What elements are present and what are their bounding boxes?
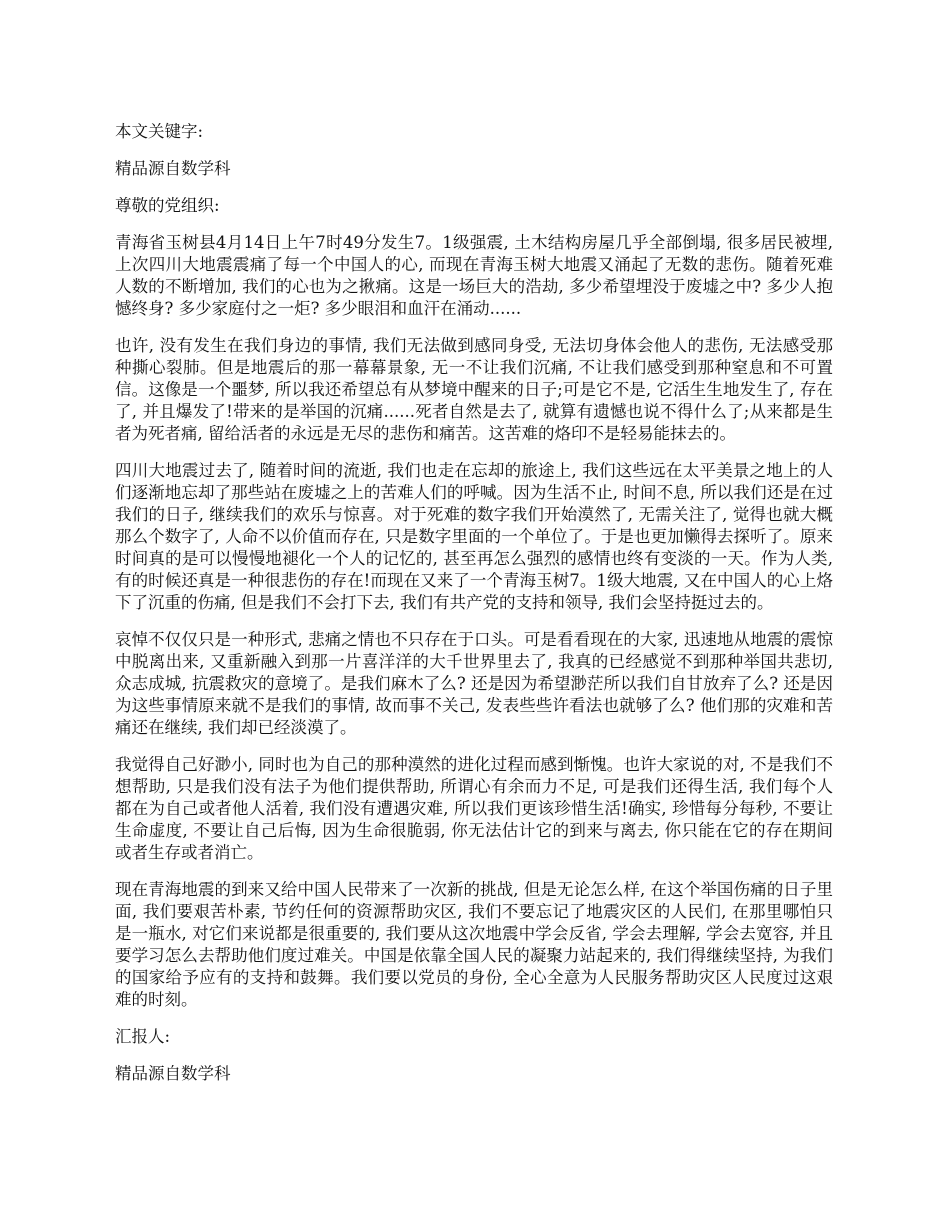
- keywords-value: 精品源自数学科: [115, 159, 231, 178]
- paragraph: 我觉得自己好渺小, 同时也为自己的那种漠然的进化过程而感到惭愧。也许大家说的对, 不是我们不想帮助, 只是我们没有法子为他们提供帮助, 所谓心有余而力不足, 可是我们还得生活, 我们每个人都在为自己或者他人活着, 我们没有遭遇灾难, 所以我们更该珍惜生活!确实, 珍惜每分每秒, 不要让生命虚度, 不要让自己后悔, 因为生命很脆弱, 你无法估计它的到来与离去, 你只能在它的存在期间或者生存或者消亡。: [115, 755, 833, 862]
- paragraph: 哀悼不仅仅只是一种形式, 悲痛之情也不只存在于口头。可是看看现在的大家, 迅速地从地震的震惊中脱离出来, 又重新融入到那一片喜洋洋的大千世界里去了, 我真的已经感觉不到那种举国共悲切, 众志成城, 抗震救灾的意境了。是我们麻木了么? 还是因为希望渺茫所以我们自甘放弃了么? 还是因为这些事情原来就不是我们的事情, 故而事不关己, 发表些些许看法也就够了么? 他们那的灾难和苦痛还在继续, 我们却已经淡漠了。: [115, 630, 833, 737]
- reporter-value: 精品源自数学科: [115, 1064, 231, 1083]
- paragraph: 青海省玉树县4月14日上午7时49分发生7。1级强震, 土木结构房屋几乎全部倒塌, 很多居民被埋, 上次四川大地震震痛了每一个中国人的心, 而现在青海玉树大地震又涌起了无数的悲伤。随着死难人数的不断增加, 我们的心也为之揪痛。这是一场巨大的浩劫, 多少希望埋没于废墟之中? 多少人抱憾终身? 多少家庭付之一炬? 多少眼泪和血汗在涌动......: [115, 233, 833, 318]
- reporter-label: 汇报人:: [115, 1027, 171, 1046]
- document-body: [115, 121, 833, 1100]
- paragraph: 四川大地震过去了, 随着时间的流逝, 我们也走在忘却的旅途上, 我们这些远在太平美景之地上的人们逐渐地忘却了那些站在废墟之上的苦难人们的呼喊。因为生活不止, 时间不息, 所以我们还是在过我们的日子, 继续我们的欢乐与惊喜。对于死难的数字我们开始漠然了, 无需关注了, 觉得也就大概那么个数字了, 人命不以价值而存在, 只是数字里面的一个单位了。于是也更加懒得去探听了。原来时间真的是可以慢慢地褪化一个人的记忆的, 甚至再怎么强烈的感情也终有变淡的一天。作为人类, 有的时候还真是一种很悲伤的存在!而现在又来了一个青海玉树7。1级大地震, 又在中国人的心上烙下了沉重的伤痛, 但是我们不会打下去, 我们有共产党的支持和领导, 我们会坚持挺过去的。: [115, 461, 833, 612]
- paragraph: 现在青海地震的到来又给中国人民带来了一次新的挑战, 但是无论怎么样, 在这个举国伤痛的日子里面, 我们要艰苦朴素, 节约任何的资源帮助灾区, 我们不要忘记了地震灾区的人民们, 在那里哪怕只是一瓶水, 对它们来说都是很重要的, 我们要从这次地震中学会反省, 学会去理解, 学会去宽容, 并且要学习怎么去帮助他们度过难关。中国是依靠全国人民的凝聚力站起来的, 我们得继续坚持, 为我们的国家给予应有的支持和鼓舞。我们要以党员的身份, 全心全意为人民服务帮助灾区人民度过这艰难的时刻。: [115, 880, 833, 1009]
- paragraph: 也许, 没有发生在我们身边的事情, 我们无法做到感同身受, 无法切身体会他人的悲伤, 无法感受那种撕心裂肺。但是地震后的那一幕幕景象, 无一不让我们沉痛, 不让我们感受到那种窒息和不可置信。这像是一个噩梦, 所以我还希望总有从梦境中醒来的日子;可是它不是, 它活生生地发生了, 存在了, 并且爆发了!带来的是举国的沉痛......死者自然是去了, 就算有遗憾也说不得什么了;从来都是生者为死者痛, 留给活者的永远是无尽的悲伤和痛苦。这苦难的烙印不是轻易能抹去的。: [115, 336, 833, 443]
- salutation: 尊敬的党组织:: [115, 196, 220, 215]
- keywords-label: 本文关键字:: [115, 122, 204, 141]
